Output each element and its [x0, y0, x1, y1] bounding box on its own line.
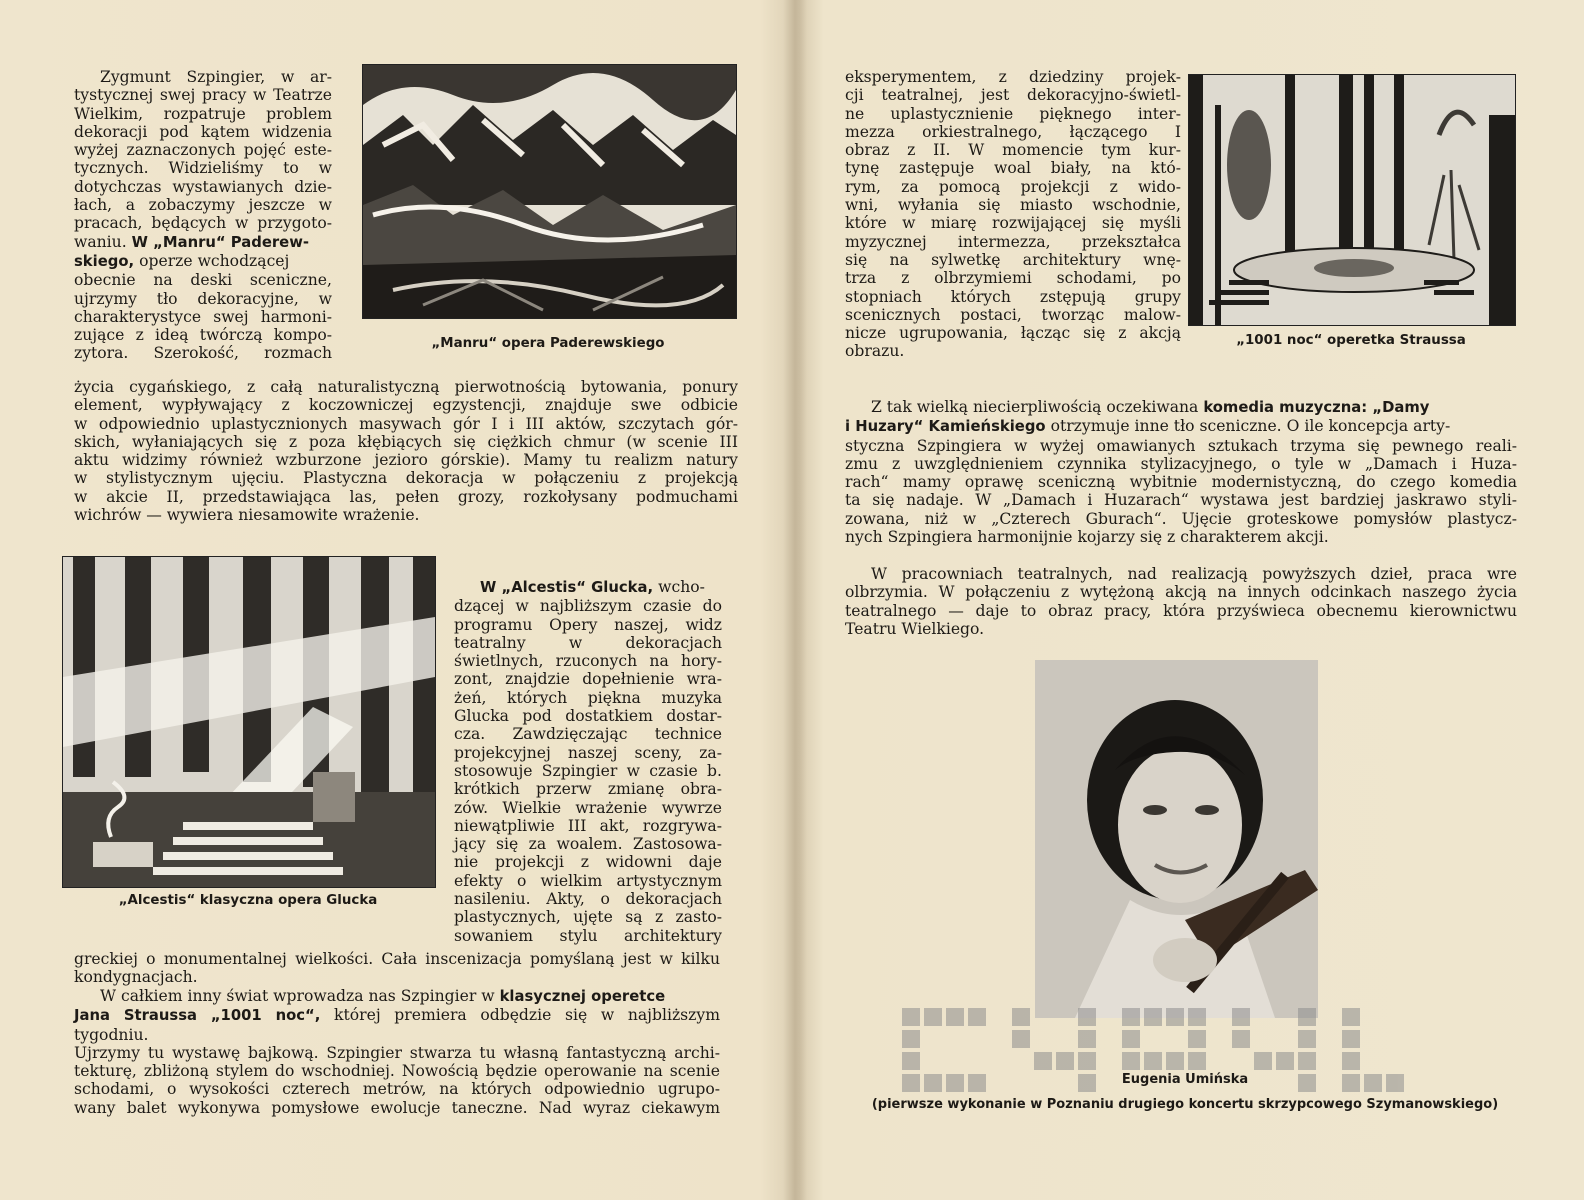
strauss-rest: której premiera odbędzie się w najbliższym tygodniu.	[74, 1006, 720, 1044]
damy-rest: otrzymuje inne tło sceniczne. O ile koncepcja arty-	[1050, 417, 1451, 436]
rcol-line: scenicznych postaci, tworząc malow-	[845, 305, 1181, 324]
col1b-line: charakterystyce swej harmoni-	[74, 307, 332, 326]
rcol-line: tynę zastępuje woal biały, na któ-	[845, 159, 1181, 178]
full5-line: olbrzymia. W połączeniu z wytężoną akcją na innych odcinkach naszego życia	[845, 583, 1517, 602]
col2-line: krótkich przerw zmianę obra-	[454, 780, 722, 799]
strauss-lead: W całkiem inny świat wprowadza nas Szpingier w	[100, 987, 495, 1005]
col1-line: pracach, będących w przygoto-	[74, 214, 332, 233]
rcol-line: trza z olbrzymiemi schodami, po	[845, 269, 1181, 288]
col2-line: projekcyjnej naszej sceny, za-	[454, 743, 722, 762]
rcol-line: wni, wyłania się miasto wschodnie,	[845, 196, 1181, 215]
col2-line: nasileniu. Akty, o dekoracjach	[454, 890, 722, 909]
alcestis-end	[74, 950, 720, 987]
full1-line: wichrów — wywiera niesamowite wrażenie.	[74, 506, 420, 525]
rcol-line: które w miarę rozwijającej się myśli	[845, 214, 1181, 233]
manru-bold-2: skiego,	[74, 252, 135, 270]
full5-line: W pracowniach teatralnych, nad realizacją powyższych dzieł, praca wre	[871, 565, 1517, 583]
manru-paragraph	[74, 378, 738, 524]
closing-paragraph	[845, 565, 1517, 638]
full4-line: zmu z uwzględnieniem czynnika stylizacyjnego, o tyle w „Damach i Huza-	[845, 454, 1517, 473]
strauss-bold-2: Jana Straussa „1001 noc“,	[74, 1007, 321, 1025]
col2-line: świetlnych, rzuconych na hory-	[454, 652, 722, 671]
manru-caption: „Manru“ opera Paderewskiego	[431, 336, 665, 351]
full1-line: w akcie II, przedstawiająca las, pełen grozy, rozkołysany podmuchami	[74, 487, 738, 506]
full4-line: styczna Szpingiera w wyżej omawianych sztukach trzyma się pewnego reali-	[845, 436, 1517, 455]
col2-line: zont, znajdzie dopełnienie wra-	[454, 670, 722, 689]
rcol-line: obraz z II. W momencie tym kur-	[845, 141, 1181, 160]
strauss-line-1	[74, 987, 720, 1006]
intro-text	[74, 68, 332, 363]
noc-illustration	[1188, 74, 1516, 326]
rcol-line: obrazu.	[845, 342, 905, 361]
full4-line: rach“ mamy oprawę sceniczną wybitnie modernistyczną, do czego komedia	[845, 473, 1517, 492]
alcestis-text	[454, 578, 722, 945]
col1-line: Zygmunt Szpingier, w ar-	[100, 68, 332, 86]
rcol-line: się na sylwetkę architektury wnę-	[845, 250, 1181, 269]
col2-line: sowaniem stylu architektury	[454, 926, 722, 945]
strauss-bold-1: klasycznej operetce	[499, 988, 666, 1005]
full1-line: element, wypływający z koczowniczej egzystencji, znajduje swe odbicie	[74, 396, 738, 415]
photo-subcaption: (pierwsze wykonanie w Poznaniu drugiego koncertu skrzypcowego Szymanowskiego)	[871, 1097, 1499, 1112]
alcestis-first-line	[454, 578, 722, 597]
col2-line: teatralny w dekoracjach	[454, 633, 722, 652]
photo-name: Eugenia Umińska	[1121, 1072, 1249, 1087]
full5-line: teatralnego — daje to obraz pracy, która przyświeca obecnemu kierownictwu	[845, 601, 1517, 620]
col1b-line: zytora. Szerokość, rozmach	[74, 344, 332, 363]
watermark-logo	[902, 1008, 1407, 1106]
alcestis-lines	[454, 597, 722, 945]
full5-line: Teatru Wielkiego.	[845, 619, 985, 638]
alcestis-caption: „Alcestis“ klasyczna opera Glucka	[118, 893, 378, 908]
col2-line: nie projekcji z widowni daje	[454, 853, 722, 872]
rcol-line: myzycznej intermezza, przekształca	[845, 232, 1181, 251]
rcol-line: nicze ugrupowania, łącząc się z akcją	[845, 324, 1181, 343]
col2-line: Glucka pod dostatkiem dostar-	[454, 707, 722, 726]
full3-line: wany balet wykonywa pomysłowe ewolucje taneczne. Nad wyraz ciekawym	[74, 1098, 720, 1117]
col1-line: Wielkim, rozpatruje problem	[74, 104, 332, 123]
strauss-lines	[74, 1044, 720, 1117]
col2-line: zów. Wielkie wrażenie wywrze	[454, 798, 722, 817]
noc-caption: „1001 noc“ operetka Straussa	[1236, 333, 1466, 348]
col2-line: stosowuje Szpingier w czasie b.	[454, 761, 722, 780]
full3-line: schodami, o wysokości czterech metrów, na których odpowiednio ugrupo-	[74, 1080, 720, 1099]
col1-line: dotychczas wystawianych dzie-	[74, 177, 332, 196]
damy-lead: Z tak wielką niecierpliwością oczekiwana	[871, 398, 1199, 416]
col2-line: niewątpliwie III akt, rozgrywa-	[454, 816, 722, 835]
intro-lines-b	[74, 271, 332, 362]
full3-line: Ujrzymy tu wystawę bajkową. Szpingier stwarza tu własną fantastyczną archi-	[74, 1043, 720, 1062]
damy-line-1	[845, 398, 1517, 417]
full1-line: aktu widzimy również wzburzone jezioro górskie). Mamy tu realizm natury	[74, 451, 738, 470]
full1-line: w odpowiednio uplastycznionych masywach gór I i III aktów, szczytach gór-	[74, 414, 738, 433]
full4-line: ta się nadaje. W „Damach i Huzarach“ wystawa jest bardziej jaskrawo styli-	[845, 491, 1517, 510]
full1-line: życia cygańskiego, z całą naturalistyczną pierwotnością bytowania, ponury	[74, 378, 738, 396]
manru-rest: operze wchodzącej	[139, 251, 290, 270]
damy-bold-2: i Huzary“ Kamieńskiego	[845, 418, 1046, 436]
strauss-paragraph	[74, 987, 720, 1117]
rcol-line: stopniach których zstępują grupy	[845, 287, 1181, 306]
intro-lines	[74, 68, 332, 233]
full2-line: kondygnacjach.	[74, 968, 198, 987]
strauss-line-2	[74, 1006, 720, 1044]
col2-line: programu Opery naszej, widz	[454, 615, 722, 634]
damy-lines	[845, 437, 1517, 547]
damy-paragraph	[845, 398, 1517, 546]
full1-line: w stylistycznym ujęciu. Plastyczna dekoracja w połączeniu z projekcją	[74, 469, 738, 488]
col2-line: jący się za woalem. Zastosowa-	[454, 835, 722, 854]
damy-line-2	[845, 417, 1517, 436]
manru-lead: waniu.	[74, 232, 127, 251]
col1b-line: ujrzymy tło dekoracyjne, w	[74, 289, 332, 308]
left-page	[0, 0, 790, 1200]
alcestis-illustration	[62, 556, 436, 888]
col1-line: wyżej zaznaczonych pojęć este-	[74, 141, 332, 160]
col2-line: efekty o wielkim artystycznym	[454, 871, 722, 890]
rcol-line: eksperymentem, z dziedziny projek-	[845, 68, 1181, 86]
umińska-portrait	[1035, 660, 1318, 1018]
full3-line: tekturę, zbliżoną stylem do wschodniej. Nowością będzie operowanie na scenie	[74, 1062, 720, 1081]
col1-line: łach, a zobaczymy jeszcze w	[74, 196, 332, 215]
full2-line: greckiej o monumentalnej wielkości. Cała inscenizacja pomyślaną jest w kilku	[74, 950, 720, 968]
rcol-line: cji teatralnej, jest dekoracyjno-świetl-	[845, 86, 1181, 105]
col1-line: tycznych. Widzieliśmy to w	[74, 159, 332, 178]
col2-line: cza. Zawdzięczając technice	[454, 725, 722, 744]
rcol-line: ne uplastycznienie pięknego inter-	[845, 104, 1181, 123]
col1b-line: zujące z ideą twórczą kompo-	[74, 326, 332, 345]
rcol-line: rym, za pomocą projekcji z wido-	[845, 177, 1181, 196]
manru-bold-line	[74, 233, 332, 252]
intermezzo-text	[845, 68, 1181, 361]
col2-line: żeń, których piękna muzyka	[454, 688, 722, 707]
manru-bold-line-2	[74, 252, 332, 271]
rcol-line: mezza orkiestralnego, łączącego I	[845, 122, 1181, 141]
col1-line: tystycznej swej pracy w Teatrze	[74, 86, 332, 105]
alcestis-first-tail: wcho-	[658, 578, 705, 596]
full4-line: nych Szpingiera harmonijnie kojarzy się z charakterem akcji.	[845, 528, 1329, 547]
full1-line: skich, wyłaniających się z poza kłębiących się ciężkich chmur (w scenie III	[74, 432, 738, 451]
manru-bold: W „Manru“ Paderew-	[131, 233, 310, 251]
alcestis-bold: W „Alcestis“ Glucka,	[480, 579, 654, 596]
manru-illustration	[362, 64, 737, 319]
damy-bold-1: komedia muzyczna: „Damy	[1203, 399, 1430, 416]
full4-line: zowana, niż w „Czterech Gburach“. Ujęcie groteskowe pomysłów plastycz-	[845, 509, 1517, 528]
col2-line: plastycznych, ujęte są z zasto-	[454, 908, 722, 927]
col2-line: dzącej w najbliższym czasie do	[454, 597, 722, 616]
col1-line: dekoracji pod kątem widzenia	[74, 122, 332, 141]
col1b-line: obecnie na deski sceniczne,	[74, 271, 332, 290]
